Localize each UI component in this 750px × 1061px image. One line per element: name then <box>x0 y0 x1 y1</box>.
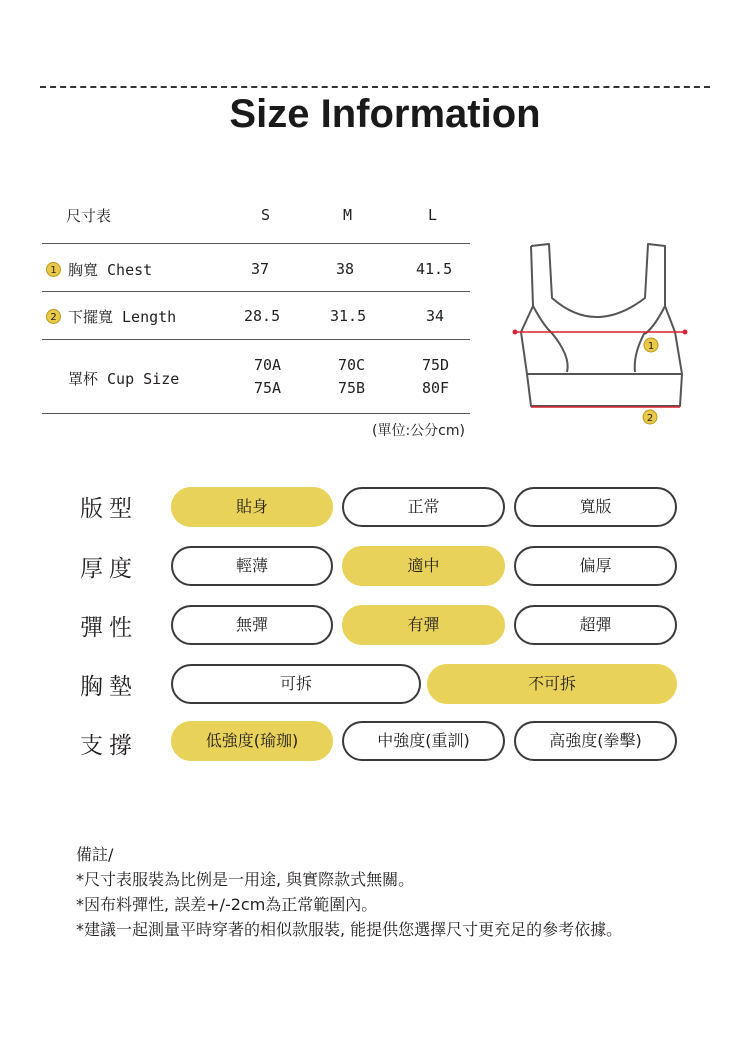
cell-value: 75D <box>422 356 450 374</box>
cell-value: 38 <box>336 260 355 278</box>
cell-value: 28.5 <box>244 307 281 325</box>
attr-label-padding: 胸墊 <box>80 674 138 700</box>
option-thickness-thin[interactable]: 輕薄 <box>171 546 333 586</box>
note-line: *因布料彈性, 誤差+/-2cm為正常範圍內。 <box>76 895 378 914</box>
unit-note: (單位:公分cm) <box>372 423 465 439</box>
option-padding-removable[interactable]: 可拆 <box>171 664 421 704</box>
bra-outline <box>531 244 675 332</box>
option-elasticity-none[interactable]: 無彈 <box>171 605 333 645</box>
option-support-high[interactable]: 高強度(拳擊) <box>514 721 677 761</box>
attr-label-support: 支撐 <box>80 733 138 759</box>
notes-heading: 備註/ <box>76 845 114 864</box>
cell-value: 70C <box>338 356 366 374</box>
option-elasticity-super[interactable]: 超彈 <box>514 605 677 645</box>
option-thickness-medium[interactable]: 適中 <box>342 546 505 586</box>
table-rule <box>42 243 470 244</box>
row-label: 罩杯 Cup Size <box>68 370 180 388</box>
cell-value: 80F <box>422 379 450 397</box>
sports-bra-diagram <box>505 236 705 426</box>
option-support-low[interactable]: 低強度(瑜珈) <box>171 721 333 761</box>
row-label: 胸寬 Chest <box>68 261 153 279</box>
marker-2-label: 2 <box>646 413 654 424</box>
table-rule <box>42 291 470 292</box>
cell-value: 70A <box>254 356 282 374</box>
marker-1-label: 1 <box>647 341 655 352</box>
attr-label-fit: 版型 <box>80 496 138 522</box>
cell-value: 75A <box>254 379 282 397</box>
cell-value: 34 <box>426 307 445 325</box>
dashed-divider <box>40 86 710 88</box>
option-fit-tight[interactable]: 貼身 <box>171 487 333 527</box>
option-padding-fixed[interactable]: 不可拆 <box>427 664 677 704</box>
cell-value: 37 <box>251 260 270 278</box>
attr-label-thickness: 厚度 <box>80 556 138 582</box>
size-header-l: L <box>428 206 438 224</box>
cell-value: 31.5 <box>330 307 367 325</box>
option-fit-loose[interactable]: 寬版 <box>514 487 677 527</box>
size-header-m: M <box>343 206 353 224</box>
notes-section <box>76 842 622 942</box>
option-thickness-thick[interactable]: 偏厚 <box>514 546 677 586</box>
cell-value: 75B <box>338 379 366 397</box>
size-header-s: S <box>261 206 271 224</box>
option-elasticity-stretch[interactable]: 有彈 <box>342 605 505 645</box>
note-line: *尺寸表服裝為比例是一用途, 與實際款式無關。 <box>76 870 415 889</box>
row-label: 下擺寬 Length <box>68 308 177 326</box>
attr-label-elasticity: 彈性 <box>80 615 138 641</box>
option-fit-normal[interactable]: 正常 <box>342 487 505 527</box>
badge-2-icon: 2 <box>46 309 61 324</box>
cell-value: 41.5 <box>416 260 453 278</box>
page-title: Size Information <box>229 92 541 136</box>
size-table-corner-label: 尺寸表 <box>66 207 112 225</box>
option-support-medium[interactable]: 中強度(重訓) <box>342 721 505 761</box>
table-rule <box>42 413 470 414</box>
table-rule <box>42 339 470 340</box>
badge-1-icon: 1 <box>46 262 61 277</box>
note-line: *建議一起測量平時穿著的相似款服裝, 能提供您選擇尺寸更充足的參考依據。 <box>76 920 623 939</box>
